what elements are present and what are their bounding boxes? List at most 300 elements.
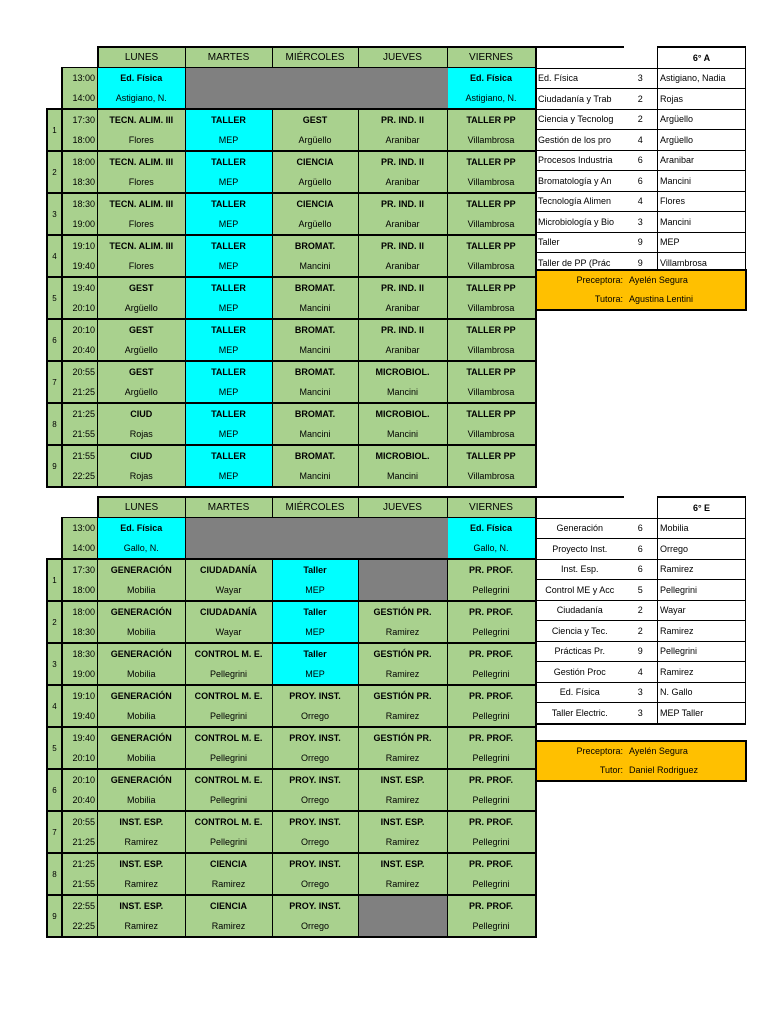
- summary-subject: Ed. Física: [536, 682, 624, 703]
- subject-cell: PR. PROF.: [447, 559, 536, 580]
- summary-hours: 2: [624, 621, 658, 642]
- time-cell: 18:30: [62, 622, 98, 643]
- period-number: 8: [47, 403, 62, 445]
- subject-cell: GESTIÓN PR.: [358, 643, 447, 664]
- teacher-cell: Pellegrini: [447, 748, 536, 769]
- teacher-cell: Pellegrini: [185, 832, 272, 853]
- time-cell: 13:00: [62, 68, 98, 89]
- subject-cell: TECN. ALIM. III: [98, 193, 186, 214]
- subject-cell: Ed. Física: [447, 518, 536, 539]
- summary-subject: Tecnología Alimen: [536, 191, 624, 212]
- preceptor-name: Ayelén Segura: [629, 746, 688, 756]
- summary-row: [536, 191, 746, 212]
- period-number: 7: [47, 361, 62, 403]
- summary-subject: Prácticas Pr.: [536, 641, 624, 662]
- teacher-cell: Ramirez: [358, 622, 447, 643]
- subject-cell: PR. PROF.: [447, 769, 536, 790]
- subject-cell: INST. ESP.: [358, 811, 447, 832]
- teacher-cell: Ramirez: [98, 874, 186, 895]
- teacher-cell: Orrego: [272, 748, 358, 769]
- subject-cell: TALLER: [185, 235, 272, 256]
- preceptor-name: Ayelén Segura: [629, 275, 688, 285]
- summary-header-blank: [536, 497, 624, 518]
- teacher-cell: Villambrosa: [447, 256, 536, 277]
- summary-subject: Ciudadanía: [536, 600, 624, 621]
- period-row: [47, 706, 536, 727]
- subject-cell: PR. IND. II: [358, 319, 447, 340]
- blank-cell: [62, 47, 98, 68]
- period-row: [47, 382, 536, 403]
- teacher-cell: Villambrosa: [447, 382, 536, 403]
- teacher-cell: Mobilia: [98, 664, 186, 685]
- period-row: [47, 424, 536, 445]
- teacher-cell: MEP: [185, 424, 272, 445]
- teacher-cell: Villambrosa: [447, 298, 536, 319]
- teacher-cell: Pellegrini: [447, 832, 536, 853]
- teacher-cell: [185, 88, 272, 109]
- time-cell: 19:00: [62, 664, 98, 685]
- period-row: [47, 832, 536, 853]
- teacher-cell: MEP: [185, 466, 272, 487]
- subject-cell: GESTIÓN PR.: [358, 685, 447, 706]
- period-row: [47, 256, 536, 277]
- summary-hours: 3: [624, 703, 658, 724]
- summary-teacher: Pellegrini: [658, 641, 746, 662]
- teacher-cell: Ramirez: [358, 832, 447, 853]
- time-cell: 21:55: [62, 445, 98, 466]
- summary-hours: 9: [624, 253, 658, 274]
- summary-header-blank: [536, 47, 624, 68]
- tutor-name: Daniel Rodriguez: [629, 765, 699, 775]
- teacher-cell: Mobilia: [98, 706, 186, 727]
- time-cell: 21:55: [62, 424, 98, 445]
- subject-cell: INST. ESP.: [98, 853, 186, 874]
- teacher-cell: Mancini: [272, 298, 358, 319]
- subject-cell: CONTROL M. E.: [185, 727, 272, 748]
- subject-cell: [358, 895, 447, 916]
- subject-cell: Taller: [272, 601, 358, 622]
- period-number: 2: [47, 601, 62, 643]
- summary-teacher: N. Gallo: [658, 682, 746, 703]
- period-number: 4: [47, 235, 62, 277]
- teacher-cell: [358, 580, 447, 601]
- teacher-cell: Aranibar: [358, 340, 447, 361]
- subject-cell: GEST: [98, 361, 186, 382]
- period-row: [47, 151, 536, 172]
- period-row: [47, 319, 536, 340]
- summary-row: [536, 89, 746, 110]
- period-row: [47, 916, 536, 937]
- summary-subject: Ciudadanía y Trab: [536, 89, 624, 110]
- summary-row: [536, 150, 746, 171]
- time-cell: 22:55: [62, 895, 98, 916]
- time-cell: 19:40: [62, 706, 98, 727]
- summary-row: [536, 109, 746, 130]
- subject-cell: Ed. Física: [447, 68, 536, 89]
- time-cell: 20:55: [62, 361, 98, 382]
- summary-teacher: Orrego: [658, 539, 746, 560]
- teacher-cell: MEP: [185, 298, 272, 319]
- teacher-cell: Orrego: [272, 706, 358, 727]
- teacher-cell: Argüello: [272, 172, 358, 193]
- summary-row: [536, 641, 746, 662]
- period-number: 6: [47, 319, 62, 361]
- teacher-cell: Ramirez: [358, 664, 447, 685]
- time-cell: 19:10: [62, 235, 98, 256]
- subject-cell: PROY. INST.: [272, 811, 358, 832]
- summary-row: [536, 232, 746, 253]
- subject-cell: TALLER: [185, 193, 272, 214]
- summary-hours: 6: [624, 518, 658, 539]
- summary-teacher: Ramirez: [658, 559, 746, 580]
- teacher-cell: Mancini: [358, 382, 447, 403]
- time-cell: 21:25: [62, 832, 98, 853]
- subject-cell: TALLER: [185, 151, 272, 172]
- time-cell: 22:25: [62, 466, 98, 487]
- subject-cell: PR. PROF.: [447, 727, 536, 748]
- summary-teacher: Wayar: [658, 600, 746, 621]
- time-cell: 18:30: [62, 193, 98, 214]
- period-number: 9: [47, 445, 62, 487]
- teacher-cell: MEP: [185, 214, 272, 235]
- subject-cell: TALLER: [185, 109, 272, 130]
- time-cell: 21:25: [62, 403, 98, 424]
- summary-row: [536, 68, 746, 89]
- period-number: 1: [47, 559, 62, 601]
- period-row: [47, 580, 536, 601]
- subject-cell: CIENCIA: [272, 193, 358, 214]
- summary-row: [536, 518, 746, 539]
- summary-teacher: Aranibar: [658, 150, 746, 171]
- summary-row: [536, 559, 746, 580]
- time-cell: 17:30: [62, 559, 98, 580]
- teacher-cell: MEP: [185, 256, 272, 277]
- subject-cell: [358, 68, 447, 89]
- subject-cell: GEST: [272, 109, 358, 130]
- teacher-cell: MEP: [185, 130, 272, 151]
- time-cell: 19:10: [62, 685, 98, 706]
- day-header: VIERNES: [447, 47, 536, 68]
- summary-6e: [535, 496, 746, 725]
- teacher-cell: Mobilia: [98, 790, 186, 811]
- summary-row: [536, 662, 746, 683]
- teacher-cell: Pellegrini: [447, 790, 536, 811]
- time-cell: 18:00: [62, 130, 98, 151]
- summary-row: [536, 703, 746, 724]
- summary-hours: 6: [624, 539, 658, 560]
- time-cell: 20:10: [62, 298, 98, 319]
- class-title: 6° E: [658, 497, 746, 518]
- subject-cell: CIENCIA: [185, 895, 272, 916]
- period-number: 8: [47, 853, 62, 895]
- summary-teacher: Pellegrini: [658, 580, 746, 601]
- blank-cell: [47, 497, 62, 518]
- teacher-cell: [358, 916, 447, 937]
- teacher-cell: Pellegrini: [185, 790, 272, 811]
- summary-teacher: Argüello: [658, 109, 746, 130]
- subject-cell: TALLER PP: [447, 151, 536, 172]
- time-cell: 20:10: [62, 748, 98, 769]
- teacher-cell: Orrego: [272, 790, 358, 811]
- summary-hours: 2: [624, 89, 658, 110]
- period-row: [47, 559, 536, 580]
- ed-fisica-row: [47, 88, 536, 109]
- subject-cell: MICROBIOL.: [358, 361, 447, 382]
- subject-cell: PR. PROF.: [447, 685, 536, 706]
- summary-subject: Taller: [536, 232, 624, 253]
- subject-cell: PR. PROF.: [447, 853, 536, 874]
- teacher-cell: Wayar: [185, 622, 272, 643]
- time-cell: 20:40: [62, 340, 98, 361]
- summary-6a: [535, 46, 746, 275]
- subject-cell: GENERACIÓN: [98, 601, 186, 622]
- teacher-cell: Orrego: [272, 832, 358, 853]
- teacher-cell: Mobilia: [98, 580, 186, 601]
- teacher-cell: [272, 538, 358, 559]
- subject-cell: PR. IND. II: [358, 235, 447, 256]
- teacher-cell: [272, 88, 358, 109]
- staff-box-6e: [535, 740, 747, 782]
- summary-subject: Generación: [536, 518, 624, 539]
- period-row: [47, 748, 536, 769]
- summary-teacher: Mobilia: [658, 518, 746, 539]
- subject-cell: [185, 68, 272, 89]
- day-header: LUNES: [98, 497, 186, 518]
- teacher-cell: Gallo, N.: [98, 538, 186, 559]
- teacher-cell: Aranibar: [358, 256, 447, 277]
- subject-cell: GENERACIÓN: [98, 685, 186, 706]
- day-header: MARTES: [185, 497, 272, 518]
- subject-cell: MICROBIOL.: [358, 445, 447, 466]
- teacher-cell: Pellegrini: [447, 664, 536, 685]
- ed-fisica-row: [47, 68, 536, 89]
- subject-cell: BROMAT.: [272, 403, 358, 424]
- subject-cell: CIUDADANÍA: [185, 601, 272, 622]
- day-header: JUEVES: [358, 47, 447, 68]
- subject-cell: INST. ESP.: [358, 769, 447, 790]
- subject-cell: INST. ESP.: [98, 811, 186, 832]
- subject-cell: [358, 559, 447, 580]
- time-cell: 19:40: [62, 727, 98, 748]
- time-cell: 21:25: [62, 853, 98, 874]
- day-header: MIÉRCOLES: [272, 497, 358, 518]
- teacher-cell: Rojas: [98, 424, 186, 445]
- summary-subject: Ed. Física: [536, 68, 624, 89]
- summary-subject: Taller de PP (Prác: [536, 253, 624, 274]
- subject-cell: BROMAT.: [272, 277, 358, 298]
- period-row: [47, 193, 536, 214]
- teacher-cell: Orrego: [272, 874, 358, 895]
- summary-hours: 9: [624, 232, 658, 253]
- time-cell: 14:00: [62, 538, 98, 559]
- teacher-cell: Mobilia: [98, 622, 186, 643]
- tutor-name: Agustina Lentini: [629, 294, 694, 304]
- time-cell: 18:00: [62, 580, 98, 601]
- teacher-cell: Pellegrini: [447, 706, 536, 727]
- subject-cell: GENERACIÓN: [98, 643, 186, 664]
- summary-subject: Bromatología y An: [536, 171, 624, 192]
- period-row: [47, 172, 536, 193]
- teacher-cell: Pellegrini: [447, 580, 536, 601]
- subject-cell: TALLER PP: [447, 193, 536, 214]
- period-row: [47, 643, 536, 664]
- summary-hours: 6: [624, 171, 658, 192]
- teacher-cell: Villambrosa: [447, 214, 536, 235]
- summary-subject: Gestión Proc: [536, 662, 624, 683]
- teacher-cell: Pellegrini: [185, 748, 272, 769]
- subject-cell: GENERACIÓN: [98, 727, 186, 748]
- subject-cell: PROY. INST.: [272, 769, 358, 790]
- summary-subject: Inst. Esp.: [536, 559, 624, 580]
- time-cell: 17:30: [62, 109, 98, 130]
- teacher-cell: Astigiano, N.: [447, 88, 536, 109]
- teacher-cell: Mancini: [272, 382, 358, 403]
- time-cell: 21:55: [62, 874, 98, 895]
- teacher-cell: Aranibar: [358, 298, 447, 319]
- teacher-cell: Mancini: [272, 466, 358, 487]
- period-row: [47, 340, 536, 361]
- period-row: [47, 361, 536, 382]
- teacher-cell: MEP: [185, 172, 272, 193]
- time-cell: 13:00: [62, 518, 98, 539]
- subject-cell: CIUD: [98, 445, 186, 466]
- time-cell: 20:40: [62, 790, 98, 811]
- blank-cell: [47, 538, 62, 559]
- subject-cell: BROMAT.: [272, 319, 358, 340]
- time-cell: 18:30: [62, 643, 98, 664]
- summary-header-gap: [624, 47, 658, 68]
- period-row: [47, 214, 536, 235]
- subject-cell: [272, 518, 358, 539]
- summary-subject: Control ME y Acc: [536, 580, 624, 601]
- day-header: MARTES: [185, 47, 272, 68]
- teacher-cell: Flores: [98, 256, 186, 277]
- summary-hours: 4: [624, 130, 658, 151]
- subject-cell: TALLER: [185, 361, 272, 382]
- summary-teacher: Ramirez: [658, 662, 746, 683]
- subject-cell: TALLER PP: [447, 235, 536, 256]
- day-header: VIERNES: [447, 497, 536, 518]
- summary-subject: Proyecto Inst.: [536, 539, 624, 560]
- time-cell: 21:25: [62, 382, 98, 403]
- subject-cell: TECN. ALIM. III: [98, 109, 186, 130]
- time-cell: 18:00: [62, 151, 98, 172]
- period-number: 4: [47, 685, 62, 727]
- teacher-cell: Rojas: [98, 466, 186, 487]
- subject-cell: Ed. Física: [98, 518, 186, 539]
- period-row: [47, 130, 536, 151]
- period-row: [47, 298, 536, 319]
- teacher-cell: Ramirez: [358, 748, 447, 769]
- preceptor-label: Preceptora:: [576, 275, 623, 285]
- subject-cell: TALLER PP: [447, 319, 536, 340]
- teacher-cell: Mancini: [272, 424, 358, 445]
- teacher-cell: Villambrosa: [447, 424, 536, 445]
- time-cell: 20:10: [62, 319, 98, 340]
- teacher-cell: Ramirez: [358, 706, 447, 727]
- period-number: 9: [47, 895, 62, 937]
- subject-cell: PROY. INST.: [272, 895, 358, 916]
- subject-cell: PR. IND. II: [358, 109, 447, 130]
- period-row: [47, 445, 536, 466]
- day-header: JUEVES: [358, 497, 447, 518]
- day-header-row: [47, 497, 536, 518]
- time-cell: 14:00: [62, 88, 98, 109]
- teacher-cell: Mobilia: [98, 748, 186, 769]
- subject-cell: PR. PROF.: [447, 643, 536, 664]
- summary-row: [536, 580, 746, 601]
- teacher-cell: Orrego: [272, 916, 358, 937]
- blank-cell: [47, 518, 62, 539]
- teacher-cell: Villambrosa: [447, 172, 536, 193]
- subject-cell: Ed. Física: [98, 68, 186, 89]
- summary-row: [536, 212, 746, 233]
- summary-subject: Taller Electric.: [536, 703, 624, 724]
- subject-cell: TECN. ALIM. III: [98, 151, 186, 172]
- subject-cell: CIENCIA: [272, 151, 358, 172]
- teacher-cell: MEP: [185, 382, 272, 403]
- subject-cell: INST. ESP.: [358, 853, 447, 874]
- summary-hours: 3: [624, 68, 658, 89]
- subject-cell: PROY. INST.: [272, 853, 358, 874]
- class-title: 6° A: [658, 47, 746, 68]
- teacher-cell: Ramirez: [358, 874, 447, 895]
- summary-row: [536, 171, 746, 192]
- teacher-cell: Aranibar: [358, 214, 447, 235]
- teacher-cell: MEP: [272, 664, 358, 685]
- teacher-cell: MEP: [272, 622, 358, 643]
- time-cell: 20:55: [62, 811, 98, 832]
- teacher-cell: [185, 538, 272, 559]
- summary-teacher: Mancini: [658, 212, 746, 233]
- teacher-cell: Pellegrini: [447, 916, 536, 937]
- summary-row: [536, 682, 746, 703]
- period-row: [47, 235, 536, 256]
- subject-cell: TALLER PP: [447, 445, 536, 466]
- subject-cell: GEST: [98, 277, 186, 298]
- subject-cell: TALLER PP: [447, 403, 536, 424]
- blank-cell: [47, 47, 62, 68]
- teacher-cell: Ramirez: [98, 832, 186, 853]
- time-cell: 19:40: [62, 256, 98, 277]
- teacher-cell: Mancini: [358, 466, 447, 487]
- summary-hours: 4: [624, 662, 658, 683]
- summary-hours: 4: [624, 191, 658, 212]
- period-number: 2: [47, 151, 62, 193]
- subject-cell: MICROBIOL.: [358, 403, 447, 424]
- teacher-cell: Flores: [98, 214, 186, 235]
- summary-subject: Ciencia y Tec.: [536, 621, 624, 642]
- day-header-row: [47, 47, 536, 68]
- summary-hours: 5: [624, 580, 658, 601]
- summary-teacher: Argüello: [658, 130, 746, 151]
- period-number: 3: [47, 193, 62, 235]
- period-row: [47, 811, 536, 832]
- subject-cell: CIUDADANÍA: [185, 559, 272, 580]
- teacher-cell: Aranibar: [358, 172, 447, 193]
- period-row: [47, 790, 536, 811]
- teacher-cell: Argüello: [98, 340, 186, 361]
- teacher-cell: Aranibar: [358, 130, 447, 151]
- summary-teacher: Rojas: [658, 89, 746, 110]
- subject-cell: TALLER: [185, 403, 272, 424]
- summary-subject: Procesos Industria: [536, 150, 624, 171]
- period-row: [47, 277, 536, 298]
- summary-teacher: Villambrosa: [658, 253, 746, 274]
- subject-cell: [185, 518, 272, 539]
- teacher-cell: Astigiano, N.: [98, 88, 186, 109]
- time-cell: 20:10: [62, 769, 98, 790]
